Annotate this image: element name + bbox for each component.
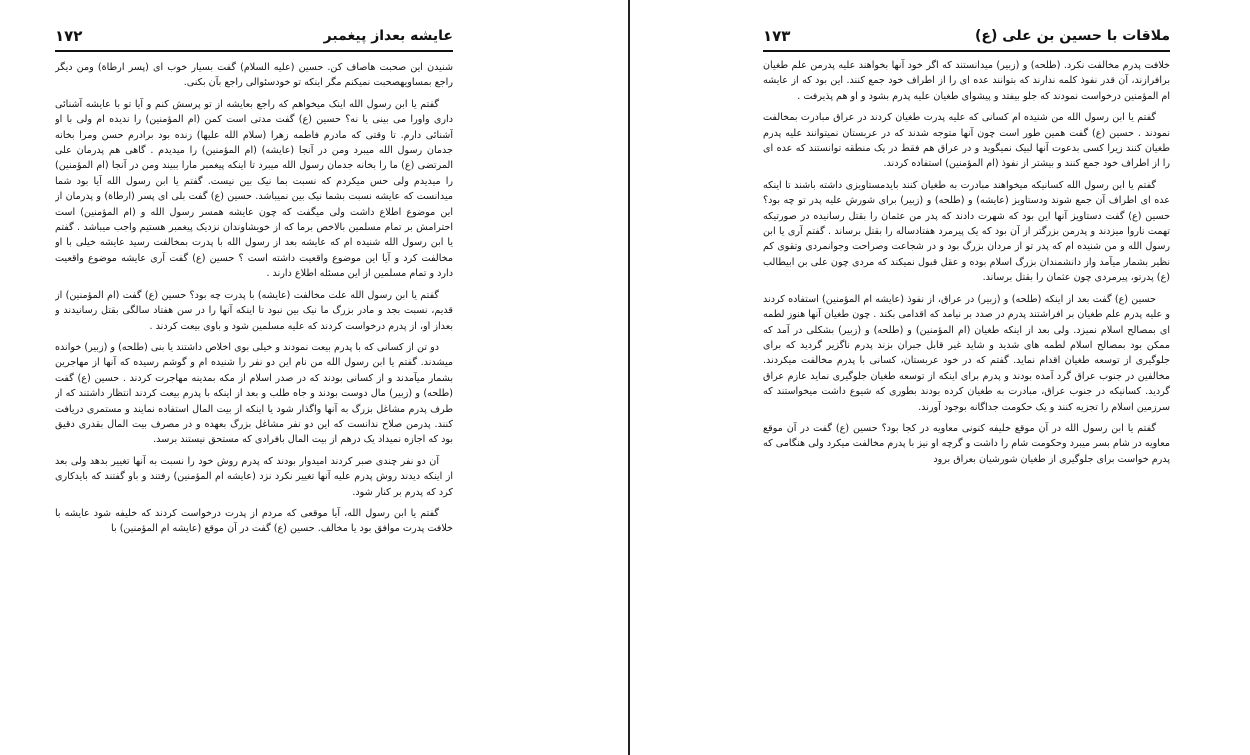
right-page-header [763,22,1170,52]
right-paragraph: خلافت پدرم مخالفت نکرد. (طلحه) و (زبیر) میدانستند که اگر خود آنها بخواهند علیه پدرمن علم طغیان برافرازند، آن قدر نفوذ کلمه ندارند که بتوانند عده ای را از اطراف خود جمع کنند. این بود که از عایشه ام المؤمنین درخواست نمودند که جلو بیفتد و پیشوای طغیان علیه پدرم بشود و او هم پذیرفت . [763,60,1170,102]
left-paragraph: دو تن از کسانی که با پدرم بیعت نمودند و خیلی بوی اخلاص داشتند یا بنی (طلحه) و (زبیر) خوانده میشدند. گفتم یا ابن رسول الله من نام این دو نفر را شنیده ام و گوشم رسیده که آنها از مهاجرین بشمار میآمدند و از کسانی بودند که در صدر اسلام از مکه بمدینه مهاجرت کردند . حسین (ع) گفت (طلحه) و (زبیر) مال دوست بودند و جاه طلب و بعد از اینکه با پدرم بیعت کردند انتظار داشتند که از طرف پدرم مشاغل بزرگ به آنها واگذار شود یا اینکه از بیت المال استفاده نمایند و مستمری دریافت کنند. پدرمن صلاح ندانست که این دو نفر مشاغل بزرگ بعهده و در مصرف بیت المال بقدری دقیق بود که اجازه نمیداد یک درهم از بیت المال بافرادی که مستحق نیستند برسد. [55,341,453,446]
left-page-title: عایشه بعداز پیغمبر [323,28,453,44]
left-paragraph: گفتم یا ابن رسول الله علت مخالفت (عایشه) با پدرت چه بود؟ حسین (ع) گفت (ام المؤمنین) از قدیم، نسبت بجد و مادر بزرگ ما نیک بین نبود تا اینکه آنها را در سن هفتاد سالگی بقتل رسانیدند و بعداز او، از پدرم درخواست کردند که علیه مسلمین شود و باوی بیعت کردند . [55,289,453,332]
right-page [630,0,1250,755]
right-paragraph: گفتم یا ابن رسول الله کسانیکه میخواهند مبادرت به طغیان کنند بایدمستاویزی داشته باشند تا اینکه عده ای اطراف آن جمع شوند ودستاویز (عایشه) و (طلحه) و (زبیر) برای شورش علیه پدر تو چه بود؟ حسین (ع) گفت دستاویز آنها این بود که شهرت دادند که پدر من عثمان را بقتل رسانیده در صورتیکه تهمت ناروا میزدند و پدرمن بزرگتر از آن بود که یک پیرمرد هفتادساله را بقتل برساند . گفتم آری یا ابن رسول الله و من شنیده ام که پدر تو از مردان بزرگ بود و در شجاعت وصراحت وجوانمردی وتقوی کم نظیر بشمار میآمد واز دانشمندان بزرگ اسلام بوده و عقل قبول نمیکند که مردی چون علی بن ابیطالب (ع) پدرتو، پیرمردی چون عثمان را بقتل برساند. [763,179,1170,284]
right-page-title: ملاقات با حسین بن علی (ع) [975,28,1170,44]
left-page-body [55,60,453,660]
left-paragraph: آن دو نفر چندی صبر کردند امیدوار بودند که پدرم روش خود را نسبت به آنها تغییر بدهد ولی بعد از اینکه دیدند روش پدرم علیه آنها تغییر نکرد نزد (عایشه ام المؤمنین) رفتند و باو گفتند که بایدکاری کرد که پدرم بر کنار شود. [55,455,453,498]
left-paragraph: شنیدن این صحبت هاصاف کن. حسین (علیه السلام) گفت بسیار خوب ای (پسر ارطاة) ومن دیگر راجع بمساویهصحبت نمیکنم مگر اینکه تو خودسئوالی راجع بآن بکنی. [55,62,453,89]
left-page-header [55,22,453,52]
left-paragraph: گفتم یا ابن رسول الله، آیا موقعی که مردم از پدرت درخواست کردند که خلیفه شود عایشه با خلافت پدرت موافق بود یا مخالف. حسین (ع) گفت در آن موقع (عایشه ام المؤمنین) با [55,507,453,535]
right-paragraph: گفتم یا ابن رسول الله من شنیده ام کسانی که علیه پدرت طغیان کردند در عراق مبادرت بمخالفت نمودند . حسین (ع) گفت همین طور است چون آنها متوجه شدند که در عربستان نمیتوانند علیه پدرم طغیان کنند زیرا کسی بدعوت آنها لبیک نمیگوید و در عراق هم فقط در یک منطقه توانستند که عده ای را از اطراف خود جمع کنند و بیشتر از نفوذ (ام المؤمنین) استفاده کردند. [763,112,1170,170]
right-paragraph: گفتم یا ابن رسول الله در آن موقع خلیفه کنونی معاویه در کجا بود؟ حسین (ع) گفت در آن موقع معاویه در شام بسر میبرد وحکومت شام را داشت و گرچه او نیز با پدرم مخالفت میکرد ولی هنگامی که پدرم خواست برای جلوگیری از طغیان شورشیان بعراق برود [763,422,1170,465]
right-page-body [763,58,1170,618]
left-paragraph: گفتم یا ابن رسول الله اینک میخواهم که راجع بعایشه از تو پرسش کنم و آیا تو با عایشه آشنائی داری واورا می بینی یا نه؟ حسین (ع) گفت مدتی است کمن (ام المؤمنین) را ندیده ام ولی با او آشنائی دارم. تا وقتی که مادرم فاطمه زهرا (سلام الله علیها) زنده بود برادرم حسن ومرا بخانه جدمان رسول الله میبرد ومن در آنجا (عایشه) (ام المؤمنین) را میدیدم . گاهی هم پدرمان علی المرتضی (ع) ما را بخانه جدمان رسول الله میبرد تا اینکه پیغمبر مارا ببیند ومن در آنجا (ام المؤمنین) را میدیدم ولی حس میکردم که نسبت بما نیک بین نیست. گفتم یا ابن رسول الله آیا بود شما میدانست که عایشه نسبت بشما نیک بین نمیباشد. حسین (ع) گفت بلی ای پسر (ارطاة) و پدرمان از این موضوع اطلاع داشت ولی میگفت که چون عایشه همسر رسول الله و (ام المؤمنین) است احترامش بر تمام مسلمین بالاخص برما که از خویشاوندان نزدیک پیغمبر هستیم واجب میباشد . گفتم یا ابن رسول الله شنیده ام که عایشه بعد از رسول الله با پدرت بمخالفت رسید عایشه خیلی با او مخالفت کرد و آیا این موضوع واقعیت داشته است ؟ حسین (ع) گفت آری عایشه موضوع واقعیت دارد و تمام مسلمین از این مسئله اطلاع دارند . [55,98,453,280]
right-paragraph: حسین (ع) گفت بعد از اینکه (طلحه) و (زبیر) در عراق، از نفوذ (عایشه ام المؤمنین) استفاده کردند و علیه پدرم علم طغیان بر افراشتند پدرم در صدد بر نیامد که اقدامی بکند . چون طغیان آنها هنوز لطمه ای بمصالح اسلام نمیزد. ولی بعد از اینکه طغیان (ام المؤمنین) و (طلحه) و (زبیر) بشکلی در آمد که ممکن بود بمصالح اسلام لطمه های شدید و شاید غیر قابل جبران بزند پدرم ناگزیر گردید که برای جلوگیری از توسعه طغیان اقدام نماید. گفتم که در خود عربستان، کسانی با پدرم مخالفت میکردند. مخالفین در جنوب عراق گرد آمده بودند و پدرم برای اینکه از توسعه طغیان جلوگیری نماید عازم عراق گردید. کسانیکه در جنوب عراق، مبادرت به طغیان کرده بودند بطوری که شیوع داشت میخواستند که سرزمین اسلام را تجزیه کنند و یک حکومت جداگانه بوجود آورند. [763,293,1170,413]
left-page-number: ۱۷۲ [55,27,83,45]
right-page-number: ۱۷۳ [763,27,791,45]
